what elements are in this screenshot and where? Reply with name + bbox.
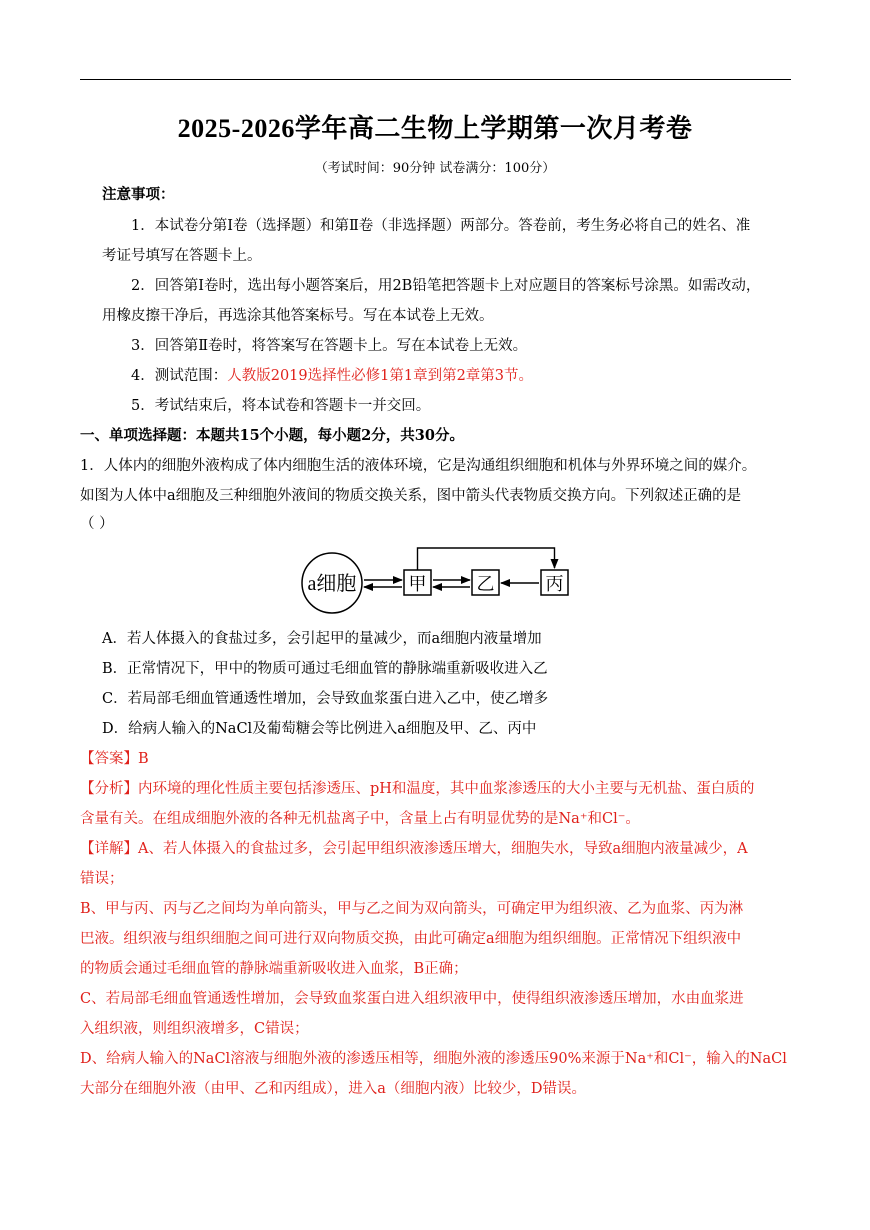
label-yi: 乙	[476, 574, 495, 594]
top-rule	[80, 79, 791, 80]
cell-label: a细胞	[307, 573, 357, 595]
q1-answer: 【答案】B	[80, 751, 149, 767]
q1-option-b: B．正常情况下，甲中的物质可通过毛细血管的静脉端重新吸收进入乙	[102, 661, 548, 677]
q1-detail-line-3: B、甲与丙、丙与乙之间均为单向箭头，甲与乙之间为双向箭头，可确定甲为组织液、乙为血浆、丙为淋	[80, 901, 744, 917]
q1-detail-line-5: 的物质会通过毛细血管的静脉端重新吸收进入血浆，B正确；	[80, 961, 468, 977]
section-heading: 一、单项选择题：本题共15个小题，每小题2分，共30分。	[80, 427, 464, 444]
label-bing: 丙	[545, 574, 564, 594]
q1-option-a: A．若人体摄入的食盐过多，会引起甲的量减少，而a细胞内液量增加	[102, 631, 542, 647]
fluid-exchange-diagram	[300, 543, 580, 623]
note-5: 5．考试结束后，将本试卷和答题卡一并交回。	[131, 398, 431, 414]
note-4-scope: 人教版2019选择性必修1第1章到第2章第3节。	[227, 368, 534, 384]
q1-detail-line-4: 巴液。组织液与组织细胞之间可进行双向物质交换，由此可确定a细胞为组织细胞。正常情况下组织液中	[80, 931, 742, 947]
q1-stem-line-3: （ ）	[80, 516, 114, 532]
label-jia: 甲	[408, 574, 427, 594]
note-3: 3．回答第Ⅱ卷时，将答案写在答题卡上。写在本试卷上无效。	[131, 338, 528, 354]
arrow-jia-to-bing	[418, 548, 555, 570]
q1-option-d: D．给病人输入的NaCl及葡萄糖会等比例进入a细胞及甲、乙、丙中	[102, 721, 537, 737]
note-4-prefix: 4．测试范围：	[131, 368, 228, 384]
q1-detail-line-9: 大部分在细胞外液（由甲、乙和丙组成），进入a（细胞内液）比较少，D错误。	[80, 1081, 587, 1097]
note-1-line-2: 考证号填写在答题卡上。	[102, 248, 262, 264]
q1-analysis-line-2: 含量有关。在组成细胞外液的各种无机盐离子中，含量上占有明显优势的是Na⁺和Cl⁻。	[80, 811, 640, 827]
q1-option-c: C．若局部毛细血管通透性增加，会导致血浆蛋白进入乙中，使乙增多	[102, 691, 549, 707]
q1-stem-line-2: 如图为人体中a细胞及三种细胞外液间的物质交换关系，图中箭头代表物质交换方向。下列叙述正确的是	[80, 488, 742, 504]
q1-detail-line-8: D、给病人输入的NaCl溶液与细胞外液的渗透压相等，细胞外液的渗透压90%来源于Na⁺和Cl⁻，输入的NaCl	[80, 1051, 787, 1067]
q1-detail-line-1: 【详解】A、若人体摄入的食盐过多，会引起甲组织液渗透压增大，细胞失水，导致a细胞内液量减少，A	[80, 841, 748, 857]
q1-stem-line-1: 1．人体内的细胞外液构成了体内细胞生活的液体环境，它是沟通组织细胞和机体与外界环境之间的媒介。	[80, 458, 757, 474]
note-2-line-2: 用橡皮擦干净后，再选涂其他答案标号。写在本试卷上无效。	[102, 308, 494, 324]
q1-analysis-line-1: 【分析】内环境的理化性质主要包括渗透压、pH和温度，其中血浆渗透压的大小主要与无机盐、蛋白质的	[80, 781, 755, 797]
note-4	[131, 366, 533, 386]
note-2-line-1: 2．回答第Ⅰ卷时，选出每小题答案后，用2B铅笔把答题卡上对应题目的答案标号涂黑。如需改动，	[131, 278, 761, 294]
q1-detail-line-6: C、若局部毛细血管通透性增加，会导致血浆蛋白进入组织液甲中，使得组织液渗透压增加，水由血浆进	[80, 991, 744, 1007]
notes-heading: 注意事项：	[102, 186, 175, 203]
q1-detail-line-2: 错误；	[80, 871, 124, 887]
exam-info: （考试时间：90分钟 试卷满分：100分）	[314, 161, 556, 176]
q1-detail-line-7: 入组织液，则组织液增多，C错误；	[80, 1021, 309, 1037]
note-1-line-1: 1．本试卷分第Ⅰ卷（选择题）和第Ⅱ卷（非选择题）两部分。答卷前，考生务必将自己的姓名、准	[131, 218, 751, 234]
page-title: 2025-2026学年高二生物上学期第一次月考卷	[177, 114, 693, 143]
